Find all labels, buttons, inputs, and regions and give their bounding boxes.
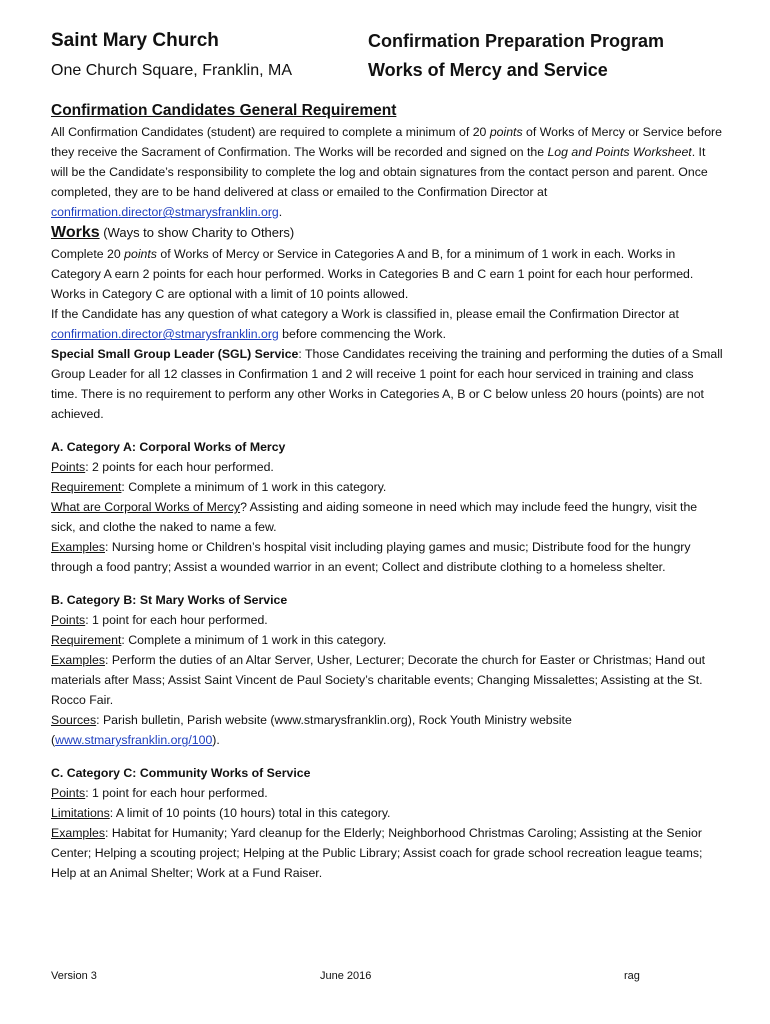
text-run: All Confirmation Candidates (student) are required to complete a minimum of 20 — [51, 125, 490, 139]
director-email-link[interactable]: confirmation.director@stmarysfranklin.org — [51, 205, 279, 219]
label: Points — [51, 786, 86, 800]
category-a-definition — [51, 497, 723, 537]
document-body — [51, 100, 723, 883]
category-c-section — [51, 763, 723, 883]
text-run: Complete 20 — [51, 247, 125, 261]
category-c-limitations — [51, 803, 723, 823]
label: Points — [51, 613, 86, 627]
category-c-examples — [51, 823, 723, 883]
category-a-points — [51, 457, 723, 477]
text-run: ? Assisting and aiding someone in need which may include feed the hungry, visit the sick, and clothe the naked to name a few. — [51, 500, 698, 534]
text-run: : 1 point for each hour performed. — [85, 613, 268, 627]
text-run: : A limit of 10 points (10 hours) total in this category. — [109, 806, 391, 820]
text-run: : 2 points for each hour performed. — [85, 460, 274, 474]
footer-date: June 2016 — [320, 970, 372, 982]
category-c-title: C. Category C: Community Works of Service — [51, 766, 311, 780]
label: Examples — [51, 653, 105, 667]
category-c-points — [51, 783, 723, 803]
program-subtitle: Works of Mercy and Service — [368, 60, 608, 80]
text-run: : Habitat for Humanity; Yard cleanup for the Elderly; Neighborhood Christmas Caroling; Assisting at the Senior Center; Helping a scouting project; Helping at the Public Library; Assist coach for grade school recreation league teams; Help at an Animal Shelter; Work at a Fund Raiser. — [51, 826, 703, 880]
text-run: of Works of Mercy or Service in Categories A and B, for a minimum of 1 work in each. Works in Category A earn 2 points for each hour performed. Works in Categories B and C earn 1 point for each hour performed. Works in Category C are optional with a limit of 10 points allowed. — [51, 247, 694, 301]
text-run: : Those Candidates receiving the training and performing the duties of a Small Group Leader for all 12 classes in Confirmation 1 and 2 will receive 1 point for each hour serviced in training and class time. There is no requirement to perform any other Works in Categories A, B or C below unless 20 hours (points) are not achieved. — [51, 347, 723, 421]
category-a-section — [51, 437, 723, 577]
works-heading-subtitle: (Ways to show Charity to Others) — [99, 225, 295, 240]
label: Limitations — [51, 806, 110, 820]
text-run: ). — [212, 733, 220, 747]
category-b-section — [51, 590, 723, 750]
text-run: . — [278, 205, 283, 219]
category-b-title: B. Category B: St Mary Works of Service — [51, 593, 288, 607]
text-run: : Complete a minimum of 1 work in this category. — [121, 480, 387, 494]
program-title: Confirmation Preparation Program — [368, 31, 665, 51]
text-run: : Perform the duties of an Altar Server, Usher, Lecturer; Decorate the church for Easter or Christmas; Hand out materials after Mass; Assist Saint Vincent de Paul Society’s charitable events; Changing Missalettes; Assisting at the St. Rocco Fair. — [51, 653, 706, 707]
label: Examples — [51, 540, 105, 554]
category-b-sources — [51, 710, 723, 750]
category-a-examples — [51, 537, 723, 577]
text-run: : Complete a minimum of 1 work in this category. — [121, 633, 387, 647]
emphasis-points: points — [124, 247, 157, 261]
text-run: of Works of Mercy or Service before they receive the Sacrament of Confirmation. The Works will be recorded and signed on the — [51, 125, 722, 159]
category-b-requirement — [51, 630, 723, 650]
church-name: Saint Mary Church — [51, 30, 219, 51]
footer-version: Version 3 — [51, 970, 97, 982]
works-paragraph — [51, 244, 723, 304]
category-b-examples — [51, 650, 723, 710]
works-heading — [51, 222, 723, 244]
label: What are Corporal Works of Mercy — [51, 500, 241, 514]
text-run: If the Candidate has any question of what category a Work is classified in, please email the Confirmation Director at — [51, 307, 679, 321]
label: Requirement — [51, 633, 122, 647]
label: Sources — [51, 713, 97, 727]
sgl-paragraph — [51, 344, 723, 424]
label: Requirement — [51, 480, 122, 494]
works-question-paragraph — [51, 304, 723, 344]
text-run: : Parish bulletin, Parish website (www.stmarysfranklin.org), Rock Youth Ministry website ( — [51, 713, 572, 747]
text-run: : Nursing home or Children’s hospital visit including playing games and music; Distribute food for the hungry through a food pantry; Assist a wounded warrior in an event; Collect and distribute clothing to a homeless shelter. — [51, 540, 691, 574]
label: Points — [51, 460, 86, 474]
text-run: before commencing the Work. — [278, 327, 446, 341]
rock-youth-ministry-link[interactable]: www.stmarysfranklin.org/100 — [55, 733, 213, 747]
church-address: One Church Square, Franklin, MA — [51, 62, 292, 79]
footer-initials: rag — [624, 970, 640, 982]
emphasis-log-worksheet: Log and Points Worksheet — [547, 145, 692, 159]
emphasis-points: points — [489, 125, 523, 139]
general-requirement-heading: Confirmation Candidates General Requirement — [51, 102, 397, 119]
label: Examples — [51, 826, 105, 840]
category-a-requirement — [51, 477, 723, 497]
text-run: . It will be the Candidate’s responsibility to complete the log and obtain signatures from the contact person and parent. Once completed, they are to be hand delivered at class or emailed to the Confirmation Director at — [51, 145, 708, 199]
category-b-points — [51, 610, 723, 630]
works-heading-title: Works — [51, 224, 100, 241]
category-a-title: A. Category A: Corporal Works of Mercy — [51, 440, 286, 454]
director-email-link[interactable]: confirmation.director@stmarysfranklin.org — [51, 327, 279, 341]
general-requirement-paragraph — [51, 122, 723, 222]
text-run: : 1 point for each hour performed. — [85, 786, 268, 800]
sgl-title: Special Small Group Leader (SGL) Service — [51, 347, 299, 361]
